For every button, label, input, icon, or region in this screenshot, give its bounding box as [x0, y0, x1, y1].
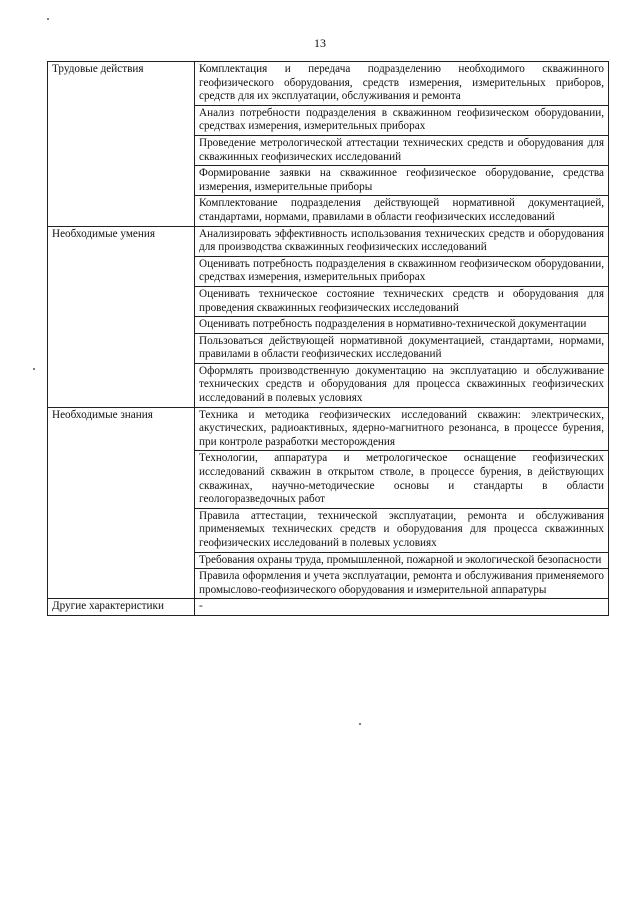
section-item: Оценивать потребность подразделения в нормативно-технической документации — [195, 317, 609, 334]
section-item: Пользоваться действующей нормативной документацией, стандартами, нормами, правилами в области геофизических исследований — [195, 333, 609, 363]
competency-table — [47, 61, 609, 616]
section-label: Необходимые умения — [48, 226, 195, 407]
section-label: Трудовые действия — [48, 62, 195, 227]
section-item: Формирование заявки на скважинное геофизическое оборудование, средства измерения, измерительные приборы — [195, 166, 609, 196]
section-item: Оценивать потребность подразделения в скважинном геофизическом оборудовании, средствах измерения, измерительных приборах — [195, 256, 609, 286]
scan-speck — [359, 723, 361, 725]
table-row — [48, 62, 609, 106]
section-item: Правила оформления и учета эксплуатации, ремонта и обслуживания применяемого промыслово-геофизического оборудования и измерительной аппаратуры — [195, 569, 609, 599]
section-item: Оформлять производственную документацию на эксплуатацию и обслуживание технических средств и оборудования для процесса скважинных геофизических исследований в полевых условиях — [195, 363, 609, 407]
section-item: Проведение метрологической аттестации технических средств и оборудования для скважинных геофизических исследований — [195, 135, 609, 165]
section-item: Требования охраны труда, промышленной, пожарной и экологической безопасности — [195, 552, 609, 569]
section-label: Необходимые знания — [48, 407, 195, 599]
section-item: - — [195, 599, 609, 616]
table-row — [48, 226, 609, 256]
section-item: Техника и методика геофизических исследований скважин: электрических, акустических, радиоактивных, ядерно-магнитного резонанса, в процессе бурения, при контроле разработки месторождения — [195, 407, 609, 451]
scan-speck — [33, 368, 35, 370]
section-item: Правила аттестации, технической эксплуатации, ремонта и обслуживания применяемых технических средств и оборудования для процесса скважинных геофизических исследований в полевых условиях — [195, 508, 609, 552]
section-item: Анализировать эффективность использования технических средств и оборудования для производства скважинных геофизических исследований — [195, 226, 609, 256]
page-number: 13 — [314, 36, 326, 50]
section-item: Технологии, аппаратура и метрологическое оснащение геофизических исследований скважин в открытом стволе, в процессе бурения, в действующих скважинах, научно-методические основы и стандарты в области геологоразведочных работ — [195, 451, 609, 508]
table-row — [48, 407, 609, 451]
section-item: Оценивать техническое состояние технических средств и оборудования для проведения скважинных геофизических исследований — [195, 286, 609, 316]
section-item: Комплектование подразделения действующей нормативной документацией, стандартами, нормами, правилами в области геофизических исследований — [195, 196, 609, 226]
scan-speck — [47, 18, 49, 20]
section-item: Анализ потребности подразделения в скважинном геофизическом оборудовании, средствах измерения, измерительных приборах — [195, 105, 609, 135]
table-row — [48, 599, 609, 616]
section-item: Комплектация и передача подразделению необходимого скважинного геофизического оборудования, средств измерения, измерительных приборов, средств для их эксплуатации, обслуживания и ремонта — [195, 62, 609, 106]
section-label: Другие характеристики — [48, 599, 195, 616]
